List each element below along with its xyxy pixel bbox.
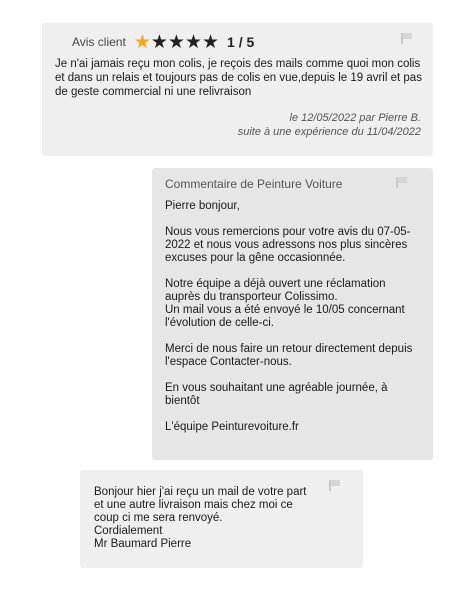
reply-paragraph: Notre équipe a déjà ouvert une réclamation auprès du transporteur Colissimo. Un mail vous a été envoyé le 10/05 concernant l'évolution de celle-ci.	[165, 278, 405, 329]
reply-paragraph: Nous vous remercions pour votre avis du 07-05-2022 et nous vous adressons nos plus sincères excuses pour la gêne occasionnée.	[165, 226, 411, 264]
star-rating	[134, 32, 219, 52]
review-text: Je n'ai jamais reçu mon colis, je reçois des mails comme quoi mon colis et dans un relais et toujours pas de colis en vue,depuis le 19 avril et pas de geste commercial ni une relivraison	[55, 58, 422, 98]
customer-review-card	[42, 23, 433, 156]
merchant-reply-card	[152, 168, 433, 460]
reply-title: Commentaire de Peinture Voiture	[165, 177, 343, 191]
star-icon-1: ★	[133, 31, 151, 53]
followup-line: Bonjour hier j'ai reçu un mail de votre part et une autre livraison mais chez moi ce coup ci me sera renvoyé.	[94, 486, 307, 524]
customer-followup-card	[80, 470, 363, 568]
star-icon-5: ★	[202, 31, 220, 53]
reply-paragraph: Pierre bonjour,	[165, 200, 240, 212]
review-date-author: le 12/05/2022 par Pierre B.	[289, 112, 421, 124]
flag-icon[interactable]	[329, 480, 341, 491]
reply-body	[165, 200, 415, 447]
star-icon-3: ★	[167, 31, 185, 53]
followup-text	[94, 486, 314, 551]
followup-line: Cordialement	[94, 525, 163, 537]
reply-paragraph: En vous souhaitant une agréable journée, à bientôt	[165, 382, 388, 407]
star-icon-4: ★	[184, 31, 202, 53]
followup-line: Mr Baumard Pierre	[94, 538, 192, 550]
review-label: Avis client	[72, 35, 126, 49]
review-experience-date: suite à une expérience du 11/04/2022	[237, 126, 421, 138]
flag-icon[interactable]	[396, 177, 408, 188]
review-meta	[238, 111, 421, 139]
rating-score: 1 / 5	[227, 34, 255, 50]
review-header	[72, 32, 254, 52]
reply-signature: L'équipe Peinturevoiture.fr	[165, 421, 299, 433]
flag-icon[interactable]	[401, 33, 413, 44]
star-icon-2: ★	[150, 31, 168, 53]
reply-paragraph: Merci de nous faire un retour directement depuis l'espace Contacter-nous.	[165, 343, 413, 368]
